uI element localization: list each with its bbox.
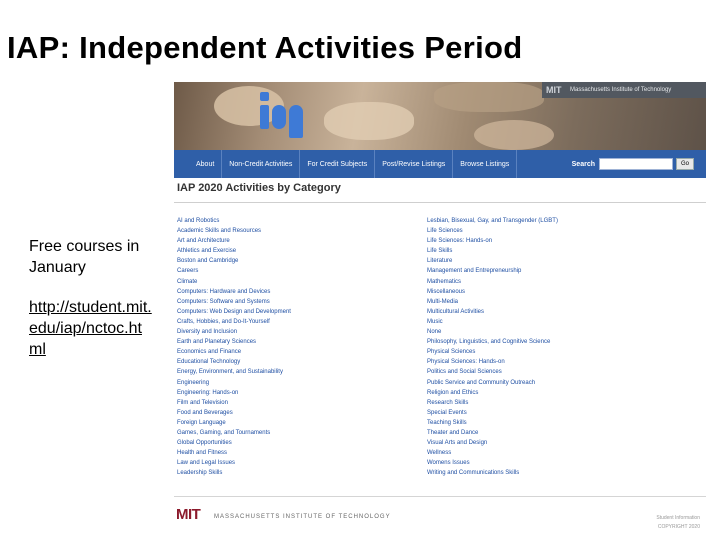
category-link[interactable]: Visual Arts and Design xyxy=(427,440,488,447)
category-link[interactable]: Life Sciences: Hands-on xyxy=(427,238,493,245)
category-link[interactable]: Life Skills xyxy=(427,248,453,255)
category-link[interactable]: Music xyxy=(427,318,443,325)
category-link[interactable]: Games, Gaming, and Tournaments xyxy=(177,429,271,436)
website-screenshot xyxy=(174,82,706,540)
category-link[interactable]: Engineering xyxy=(177,379,210,386)
mit-header-strip[interactable] xyxy=(542,82,706,98)
banner-photo xyxy=(174,82,706,150)
side-caption: Free courses in January xyxy=(29,238,140,276)
category-list-left xyxy=(177,216,291,478)
mit-mini-logo: MIT xyxy=(546,85,562,95)
category-link[interactable]: Multicultural Activities xyxy=(427,308,485,315)
search-area xyxy=(572,158,706,170)
category-link[interactable]: None xyxy=(427,329,442,336)
footer-right xyxy=(656,514,700,532)
nav-non-credit-activities[interactable]: Non-Credit Activities xyxy=(222,150,300,178)
category-link[interactable]: AI and Robotics xyxy=(177,218,220,224)
category-link[interactable]: Theater and Dance xyxy=(427,429,479,436)
mit-footer-name: MASSACHUSETTS INSTITUTE OF TECHNOLOGY xyxy=(214,514,391,520)
category-link[interactable]: Economics and Finance xyxy=(177,349,242,356)
category-link[interactable]: Womens Issues xyxy=(427,460,470,467)
category-link[interactable]: Mathematics xyxy=(427,278,462,285)
category-link[interactable]: Politics and Social Sciences xyxy=(427,369,502,376)
category-link[interactable]: Energy, Environment, and Sustainability xyxy=(177,369,283,376)
go-button[interactable]: Go xyxy=(676,158,694,170)
category-link[interactable]: Teaching Skills xyxy=(427,419,467,426)
category-link[interactable]: Diversity and Inclusion xyxy=(177,329,238,336)
category-link[interactable]: Computers: Software and Systems xyxy=(177,298,270,305)
category-link[interactable]: Athletics and Exercise xyxy=(177,248,237,255)
mit-header-name: Massachusetts Institute of Technology xyxy=(570,87,672,93)
category-link[interactable]: Computers: Hardware and Devices xyxy=(177,288,271,295)
footer-divider xyxy=(174,496,706,497)
category-link[interactable]: Philosophy, Linguistics, and Cognitive Science xyxy=(427,339,551,346)
category-link[interactable]: Film and Television xyxy=(177,399,228,406)
category-link[interactable]: Physical Sciences: Hands-on xyxy=(427,359,505,366)
category-link[interactable]: Computers: Web Design and Development xyxy=(177,308,291,315)
category-link[interactable]: Crafts, Hobbies, and Do-It-Yourself xyxy=(177,318,270,325)
category-link[interactable]: Management and Entrepreneurship xyxy=(427,268,522,275)
category-link[interactable]: Literature xyxy=(427,258,453,265)
footer-copyright: COPYRIGHT 2020 xyxy=(657,524,700,530)
category-link[interactable]: Global Opportunities xyxy=(177,440,232,447)
category-link[interactable]: Writing and Communications Skills xyxy=(427,470,520,477)
category-link[interactable]: Research Skills xyxy=(427,399,469,406)
category-link[interactable]: Climate xyxy=(177,278,198,285)
main-navigation xyxy=(174,150,706,178)
footer-student-info[interactable]: Student Information xyxy=(656,515,700,521)
category-link[interactable]: Leadership Skills xyxy=(177,470,223,477)
category-link[interactable]: Boston and Cambridge xyxy=(177,258,239,265)
slide-title: IAP: Independent Activities Period xyxy=(7,30,523,65)
category-link[interactable]: Lesbian, Bisexual, Gay, and Transgender (LGBT) xyxy=(427,218,558,224)
category-link[interactable]: Health and Fitness xyxy=(177,450,228,457)
nav-for-credit-subjects[interactable]: For Credit Subjects xyxy=(300,150,375,178)
category-link[interactable]: Engineering: Hands-on xyxy=(177,389,239,396)
category-link[interactable]: Wellness xyxy=(427,450,452,457)
category-link[interactable]: Food and Beverages xyxy=(177,409,233,416)
heading-divider xyxy=(174,202,706,203)
category-link[interactable]: Earth and Planetary Sciences xyxy=(177,339,257,346)
category-link[interactable]: Academic Skills and Resources xyxy=(177,228,262,235)
category-link[interactable]: Careers xyxy=(177,268,199,275)
iap-logo-icon[interactable] xyxy=(260,88,304,138)
category-link[interactable]: Foreign Language xyxy=(177,419,226,426)
category-link[interactable]: Multi-Media xyxy=(427,298,459,305)
mit-footer-logo[interactable]: MIT xyxy=(176,506,201,523)
category-link[interactable]: Special Events xyxy=(427,409,467,416)
category-link[interactable]: Religion and Ethics xyxy=(427,389,479,396)
category-link[interactable]: Public Service and Community Outreach xyxy=(427,379,536,386)
search-label: Search xyxy=(571,160,595,168)
iap-catalog-link[interactable]: http://student.mit.edu/iap/nctoc.html xyxy=(29,299,152,358)
page-heading: IAP 2020 Activities by Category xyxy=(177,182,341,194)
search-input[interactable] xyxy=(599,158,673,170)
category-link[interactable]: Physical Sciences xyxy=(427,349,476,356)
category-link[interactable]: Law and Legal Issues xyxy=(177,460,236,467)
category-link[interactable]: Life Sciences xyxy=(427,228,463,235)
nav-browse-listings[interactable]: Browse Listings xyxy=(453,150,517,178)
category-link[interactable]: Educational Technology xyxy=(177,359,241,366)
category-link[interactable]: Miscellaneous xyxy=(427,288,466,295)
nav-about[interactable]: About xyxy=(174,150,222,178)
category-link[interactable]: Art and Architecture xyxy=(177,238,230,245)
nav-post-revise-listings[interactable]: Post/Revise Listings xyxy=(375,150,453,178)
category-list-right xyxy=(427,216,558,478)
